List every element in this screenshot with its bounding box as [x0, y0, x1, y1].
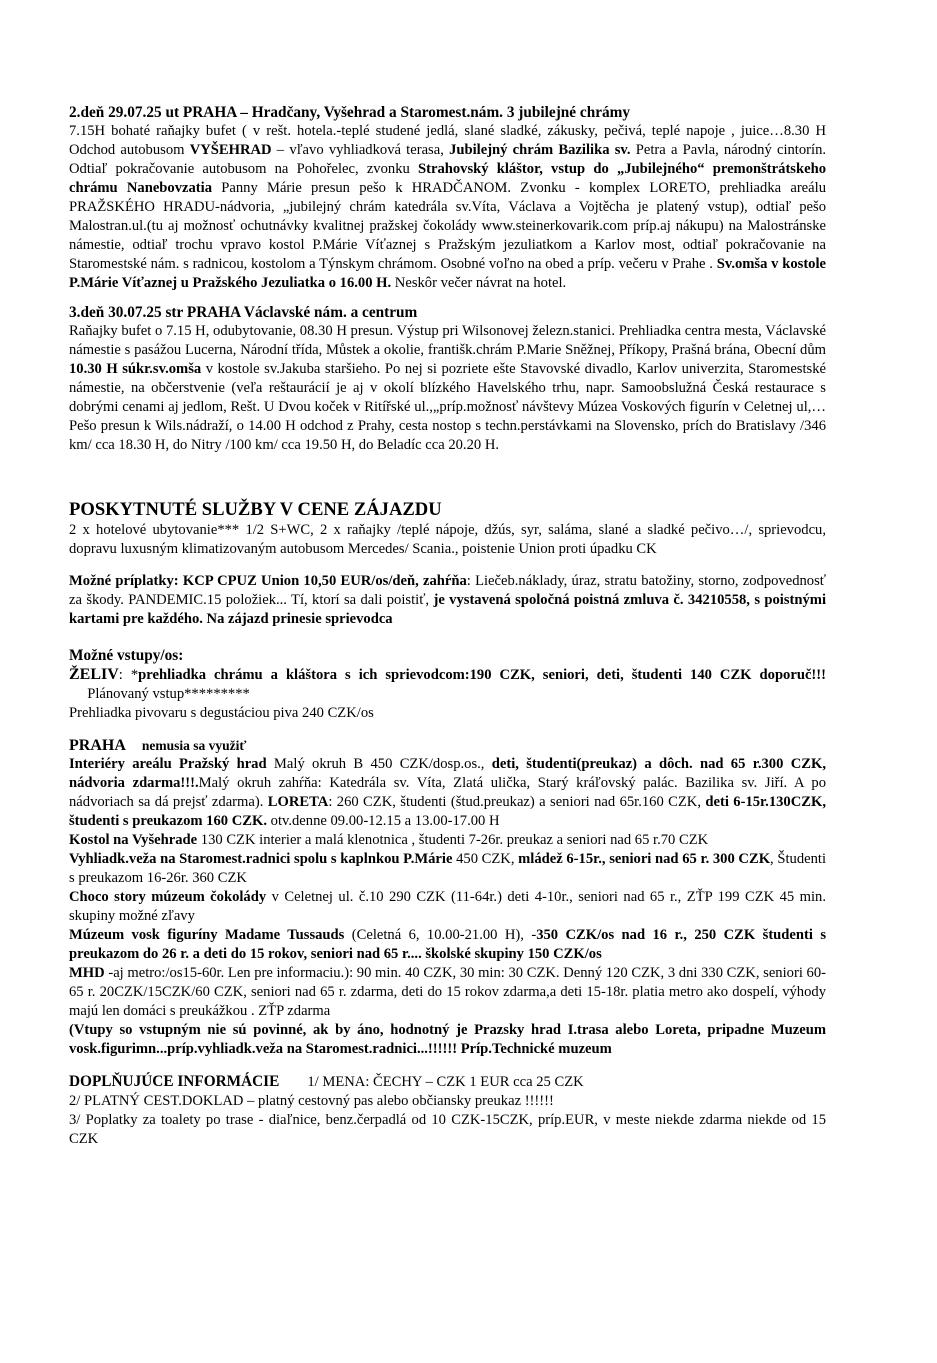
brewery-text: Prehliadka pivovaru s degustáciou piva 240 CZK/os: [69, 705, 374, 721]
info-heading: DOPLŇUJÚCE INFORMÁCIE: [69, 1073, 280, 1090]
praha-text-part: 130 CZK interier a malá klenotnica , študenti 7-26r. preukaz a seniori nad 65 r.70 CZK: [197, 832, 709, 848]
day2-bold-part: VYŠEHRAD: [189, 142, 272, 158]
zeliv-label: ŽELIV: [69, 666, 119, 683]
praha-vysehrad-text: [69, 831, 826, 850]
entries-heading: Možné vstupy/os:: [69, 647, 184, 664]
praha-bold-part: Choco story múzeum čokolády: [69, 889, 267, 905]
spacer: [69, 455, 826, 499]
zeliv-text: [69, 665, 826, 704]
day3-text-part: v kostole sv.Jakuba staršieho. Po nej si pozriete ešte Stavovské divadlo, Karlov univerzita, Staromestské námestie, na občerstvenie (veľa reštaurácií je aj v okolí blízkého Havelského trhu, napr. Samoobslužná Česká restaurace s dobrými cenami aj jedlom, Rešt. U Dvou koček v Ritířské ul.,„príp.možnosť návštevy Múzea Voskových figurín v Celetnej ul,…Pešo presun k Wils.nádraží, o 14.00 H odchod z Prahy, cesta nostop s techn.perstávkami na Slovensko, prích do Bratislavy /346 km/ cca 18.30 H, do Nitry /100 km/ cca 19.50 H, do Beladíc cca 20.20 H.: [69, 361, 826, 453]
day2-text-part: Petra a Pavla, národný cintorín. Odtiaľ pokračovanie autobusom na Pohořelec, zvonku: [69, 142, 827, 177]
day3-text-part: Raňajky bufet o 7.15 H, odubytovanie, 08.30 H presun. Výstup pri Wilsonovej železn.stanici. Prehliadka centra mesta, Václavské námestie s pasážou Lucerna, Národní třída, Můstek a okolie, františk.chrám P.Marie Sněžnej, Příkopy, Prašná brána, Obecní dům: [69, 323, 826, 358]
praha-bold-part: (Vtupy so vstupným nie sú povinné, ak by áno, hodnotný je Prazsky hrad I.trasa alebo Loreta, pripadne Muzeum vosk.figurimn...príp.vyhliadk.veža na Staromest.radnici...!!!!!! Príp.Technické muzeum: [69, 1022, 826, 1057]
praha-bold-part: deti 6-15r.130CZK, študenti s preukazom 160 CZK.: [69, 794, 826, 829]
services-text: 2 x hotelové ubytovanie*** 1/2 S+WC, 2 x raňajky /teplé nápoje, džús, syr, saláma, slané a sladké pečivo…/, sprievodcu, dopravu luxusným klimatizovaným autobusom Mercedes/ Scania., poistenie Union proti úpadku CK: [69, 522, 826, 557]
praha-castle-text: [69, 755, 826, 831]
praha-bold-part: Kostol na Vyšehrade: [69, 832, 198, 848]
praha-text-part: 450 CZK,: [452, 851, 519, 867]
praha-bold-part: LORETA: [267, 794, 329, 810]
praha-bold-part: 350 CZK/os nad 16 r., 250 CZK študenti s preukazom do 26 r. a deti do 15 rokov, seniori nad 65 r.... školské skupiny 150 CZK/os: [69, 927, 827, 962]
praha-bold-part: MHD: [69, 965, 105, 981]
day3-heading: 3.deň 30.07.25 str PRAHA Václavské nám. a centrum: [69, 304, 418, 321]
praha-text-part: v Celetnej ul. č.10 290 CZK (11-64r.) deti 4-10r., seniori nad 65 r., ZŤP 199 CZK 45 min. skupiny možné zľavy: [69, 889, 826, 924]
day2-text-part: 7.15H bohaté raňajky bufet ( v rešt. hotela.-teplé studené jedlá, slané sladké, zákusky, pečivá, teplé napoje , juice…8.30 H Odchod autobusom: [69, 123, 826, 158]
services-heading: POSKYTNUTÉ SLUŽBY V CENE ZÁJAZDU: [69, 499, 442, 520]
praha-text-part: : 260 CZK, študenti (štud.preukaz) a seniori nad 65r.160 CZK,: [328, 794, 706, 810]
day2-text-part: – vľavo vyhliadková terasa,: [271, 142, 450, 158]
day2-bold-part: Strahovský kláštor, vstup do „Jubilejného“ premonštrátskeho chrámu Nanebovzatia: [69, 161, 826, 196]
spacer: [69, 293, 826, 303]
praha-bold-part: deti, študenti(preukaz) a dôch. nad 65 r.300 CZK, nádvoria zdarma!!!.: [69, 756, 826, 791]
praha-note-text: [69, 1021, 826, 1059]
day3-bold-part: 10.30 H súkr.sv.omša: [69, 361, 202, 377]
day2-bold-part: Jubilejný chrám Bazilika sv.: [449, 142, 631, 158]
praha-mhd-text: [69, 964, 826, 1021]
praha-heading: [69, 736, 826, 755]
praha-bold-part: Interiéry areálu Pražský hrad: [69, 756, 267, 772]
praha-subtitle: nemusia sa využiť: [141, 738, 247, 753]
spacer: [69, 559, 826, 572]
day2-text-part: Neskôr večer návrat na hotel.: [391, 275, 567, 291]
praha-text-part: otv.denne 09.00-12.15 a 13.00-17.00 H: [267, 813, 500, 829]
praha-tower-text: [69, 850, 826, 888]
info-line-1: [69, 1072, 826, 1092]
supplements-bold-part: Možné príplatky: KCP CPUZ Union 10,50 EUR/os/deň, zahŕňa: [69, 573, 467, 589]
zeliv-text-part: Plánovaný vstup*********: [69, 686, 250, 702]
zeliv-text-part: : *: [118, 667, 139, 683]
praha-bold-part: Múzeum vosk figuríny Madame Tussauds: [69, 927, 345, 943]
supplements-text-part: : Liečeb.náklady, úraz, stratu batožiny, storno, zodpovednosť za škody. PANDEMIC.15 položiek... Tí, ktorí sa dali poistiť,: [69, 573, 827, 608]
document-page: [69, 103, 826, 1149]
supplements-bold-part: je vystavená spoločná poistná zmluva č. 34210558, s poistnými kartami pre každého. Na zájazd prinesie sprievodca: [69, 592, 827, 627]
praha-text-part: , Študenti s preukazom 16-26r. 360 CZK: [69, 851, 826, 886]
day2-text-part: Panny Márie presun pešo k HRADČANOM. Zvonku - komplex LORETO, prehliadka areálu PRAŽSKÉHO HRADU-nádvoria, „jubilejný chrám katedrála sv.Víta, Václava a Vojtěcha je platený vstup), odtiaľ pešo Malostran.ul.(tu aj možnosť ochutnávky kvalitnej pražskej čokolády www.steinerkovarik.com príp.aj nákupu) na Malostránske námestie, odtiaľ trochu vpravo kostol P.Márie Víťaznej s Pražským jezuliatkom a Karlov most, odtiaľ pokračovanie na Staromestské nám. s radnicou, kostolom a Týnskym chrámom. Osobné voľno na obed a príp. večeru v Prahe .: [69, 180, 826, 272]
info-currency: 1/ MENA: ČECHY – CZK 1 EUR cca 25 CZK: [307, 1074, 584, 1090]
praha-bold-part: Vyhliadk.veža na Staromest.radnici spolu s kaplnkou P.Márie: [69, 851, 453, 867]
supplements-text: [69, 572, 826, 629]
spacer: [69, 723, 826, 736]
info-line-2: 2/ PLATNÝ CEST.DOKLAD – platný cestovný pas alebo občiansky preukaz !!!!!!: [69, 1093, 554, 1109]
praha-choco-text: [69, 888, 826, 926]
praha-text-part: Malý okruh B 450 CZK/dosp.os.,: [266, 756, 492, 772]
day2-text: [69, 122, 826, 293]
spacer: [69, 1059, 826, 1072]
praha-bold-part: mládež 6-15r., seniori nad 65 r. 300 CZK: [518, 851, 771, 867]
day2-heading: 2.deň 29.07.25 ut PRAHA – Hradčany, Vyšehrad a Staromest.nám. 3 jubilejné chrámy: [69, 104, 631, 121]
praha-text-part: (Celetná 6, 10.00-21.00 H), -: [344, 927, 537, 943]
spacer: [69, 629, 826, 646]
praha-wax-text: [69, 926, 826, 964]
info-line-3: 3/ Poplatky za toalety po trase - diaľnice, benz.čerpadlá od 10 CZK-15CZK, príp.EUR, v meste niekde zdarma niekde od 15 CZK: [69, 1112, 826, 1147]
praha-text-part: Malý okruh zahŕňa: Katedrála sv. Víta, Zlatá ulička, Starý kráľovský palác. Bazilika sv. Jiří. A po nádvoriach sa dá prejsť zdarma).: [69, 775, 826, 810]
day2-bold-part: Sv.omša v kostole P.Márie Víťaznej u Pražského Jezuliatka o 16.00 H.: [69, 256, 827, 291]
praha-text-part: -aj metro:/os15-60r. Len pre informaciu.): 90 min. 40 CZK, 30 min: 30 CZK. Denný 120 CZK, 3 dni 330 CZK, seniori 60-65 r. 20CZK/15CZK/60 CZK, seniori nad 65 r. zdarma, deti do 15 rokov zdarma,a deti 15-18r. platia metro ako dospelí, výhody majú len domáci s preukážkou . ZŤP zdarma: [69, 965, 826, 1019]
praha-title: PRAHA: [69, 737, 126, 754]
zeliv-bold-part: prehliadka chrámu a kláštora s ich sprievodcom:190 CZK, seniori, deti, študenti 140 CZK doporuč!!!: [138, 667, 827, 683]
day3-text: [69, 322, 826, 455]
